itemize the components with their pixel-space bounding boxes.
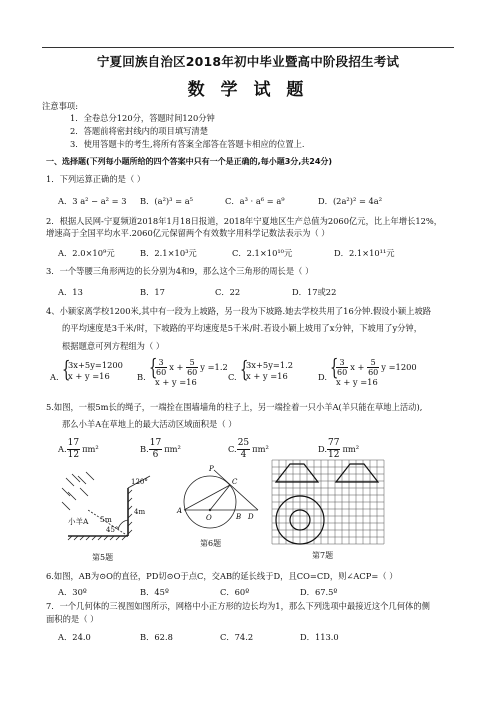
q5-option-a: A. $\frac{17}{12}$ πm²: [58, 438, 99, 460]
q6-option-b: B．45º: [140, 587, 169, 597]
brace-icon: {: [149, 356, 158, 381]
q7-option-c: C．74.2: [220, 632, 254, 642]
q2-line1: 2．根据人民网-宁夏频道2018年1月18日报道，2018年宁夏地区生产总值为2060亿元，比上年增长12%，: [46, 216, 443, 226]
q4-line3: 根据题意可列方程组为（ ）: [62, 341, 165, 351]
q4-option-d-system: [330, 358, 417, 388]
q7-option-a: A．24.0: [58, 632, 91, 642]
angle-arc: [118, 520, 128, 530]
fraction: $\frac{3}{60}$: [337, 358, 348, 377]
front-view-trapezoid: [276, 464, 318, 482]
q2-option-d: D．2.1×10¹¹元: [334, 248, 395, 258]
q4-a-eq2: x + y =16: [68, 371, 110, 381]
q7-line2: 面积的是（ ）: [46, 614, 99, 624]
fraction: $\frac{77}{12}$: [328, 438, 340, 460]
fraction: $\frac{5}{60}$: [187, 358, 198, 377]
figure-7-caption: 第7题: [312, 551, 334, 560]
fraction: $\frac{3}{60}$: [156, 358, 167, 377]
q4-option-a-system: [62, 360, 123, 382]
sheep-label: 小羊A: [68, 517, 89, 526]
label-o: O: [206, 514, 212, 522]
figure-5-sheep-diagram: [58, 470, 168, 550]
q6-stem: 6.如图，AB为⊙O的直径，PD切⊙O于点C，交AB的延长线于D，且CO=CD，则∠ACP=（ ）: [46, 571, 398, 581]
brace-icon: {: [240, 358, 249, 383]
q4-option-c-system: [240, 360, 293, 382]
notice-heading: 注意事项:: [42, 101, 78, 111]
q4-d-eq2: x + y =16: [336, 377, 378, 387]
q5-option-c: C. $\frac{25}{4}$ πm²: [228, 438, 269, 460]
q3-option-a: A．13: [58, 287, 83, 297]
q2-option-b: B．2.1×10³元: [140, 248, 197, 258]
fraction: $\frac{17}{12}$: [67, 438, 80, 460]
angle-label-45: 45°: [106, 526, 119, 534]
q4-line2: 的平均速度是3千米/时，下坡路的平均速度是5千米/时.若设小颖上坡用了x分钟，下坡用了y分钟，: [62, 323, 423, 333]
figure-6-circle-diagram: [174, 466, 260, 538]
figure-6-caption: 第6题: [200, 539, 222, 548]
q1-option-d: D．(2a²)² = 4a²: [318, 196, 383, 206]
q3-option-d: D．17或22: [292, 287, 337, 297]
q7-option-d: D．113.0: [300, 632, 339, 642]
q7-option-b: B．62.8: [140, 632, 173, 642]
chord-ac: [184, 485, 230, 510]
subject-title: 数 学 试 题: [187, 80, 309, 100]
label-b: B: [236, 513, 242, 521]
q4-b-eq1: $\frac{3}{60}$ x + $\frac{5}{60}$ y =1.2: [156, 358, 228, 377]
q4-c-eq2: x + y =16: [246, 371, 288, 381]
notice-item-1: 1．全卷总分120分，答题时间120分钟: [70, 113, 215, 123]
q3-stem: 3．一个等腰三角形两边的长分别为4和9，那么这个三角形的周长是（ ）: [46, 266, 314, 276]
grid-lines: [272, 460, 384, 544]
q1-option-c: C．a³ · a⁶ = a⁹: [225, 196, 285, 206]
q4-a-eq1: 3x+5y=1200: [68, 360, 123, 370]
q6-option-c: C．60º: [220, 587, 250, 597]
q4-b-eq2: x + y =16: [155, 377, 197, 387]
fraction: $\frac{25}{4}$: [237, 438, 250, 460]
fraction: $\frac{5}{60}$: [368, 358, 379, 377]
label-c: C: [232, 478, 238, 486]
label-a: A: [177, 507, 183, 515]
brace-icon: {: [62, 358, 71, 383]
label-d: D: [248, 513, 254, 521]
notice-item-2: 2．答题前将密封线内的项目填写清楚: [70, 126, 209, 136]
q1-stem: 1．下列运算正确的是（ ）: [46, 174, 146, 184]
figure-5-caption: 第5题: [92, 553, 114, 562]
q1-option-a: A．3 a² − a² = 3: [58, 196, 127, 206]
label-p: P: [209, 465, 214, 473]
q4-option-c-label: C.: [228, 372, 237, 382]
q2-line2: 增速高于全国平均水平.2060亿元保留两个有效数字用科学记数法表示为（ ）: [46, 228, 330, 238]
q4-d-eq1: $\frac{3}{60}$ x + $\frac{5}{60}$ y =1200: [337, 358, 417, 377]
radius-oc: [210, 485, 230, 510]
notice-item-3: 3．使用答题卡的考生,将所有答案全部答在答题卡相应的位置上.: [70, 139, 305, 149]
fraction: $\frac{17}{6}$: [149, 438, 162, 460]
q6-option-d: D．67.5º: [300, 587, 338, 597]
rope-label: 5m: [100, 515, 112, 524]
wall-length-label: 4m: [134, 508, 146, 516]
q3-option-c: C．22: [215, 287, 241, 297]
q4-option-b-system: [149, 358, 228, 388]
q5-line1: 5.如图，一根5m长的绳子，一端拴在围墙墙角的柱子上，另一端拴着一只小羊A(羊只能在草地上活动),: [46, 402, 423, 412]
q4-option-a-label: A.: [50, 372, 59, 382]
q7-line1: 7．一个几何体的三视图如图所示，网格中小正方形的边长均为1，那么下列选项中最接近这个几何体的侧: [46, 601, 430, 611]
q2-option-a: A．2.0×10⁹元: [58, 248, 115, 258]
center-point: [209, 509, 211, 511]
header-rule: [42, 47, 454, 48]
q1-option-b: B．(a²)³ = a⁵: [140, 196, 193, 206]
q4-c-eq1: 3x+5y=1.2: [246, 360, 294, 370]
q5-line2: 那么小羊A在草地上的最大活动区域面积是（ ）: [62, 419, 237, 429]
q4-option-b-label: B.: [137, 372, 146, 382]
q4-option-d-label: D.: [318, 372, 327, 382]
section-heading: 一、选择题(下列每小题所给的四个答案中只有一个是正确的,每小题3分,共24分): [46, 157, 333, 166]
exam-title: 宁夏回族自治区2018年初中毕业暨高中阶段招生考试: [96, 54, 400, 69]
q2-option-c: C．2.1×10¹⁰元: [232, 248, 293, 258]
q5-option-b: B. $\frac{17}{6}$ πm²: [140, 438, 181, 460]
side-view-trapezoid: [336, 464, 378, 482]
q6-option-a: A．30º: [58, 587, 87, 597]
grass-hatching: [62, 472, 94, 510]
angle-label-120: 120°: [131, 478, 148, 486]
figure-7-three-view-grid: [270, 460, 388, 548]
q3-option-b: B．17: [140, 287, 165, 297]
q4-line1: 4、小颖家离学校1200米,其中有一段为上坡路，另一段为下坡路.她去学校共用了16分钟.假设小颖上坡路: [46, 306, 432, 316]
q5-option-d: D. $\frac{77}{12}$ πm²: [318, 438, 360, 460]
brace-icon: {: [330, 356, 339, 381]
